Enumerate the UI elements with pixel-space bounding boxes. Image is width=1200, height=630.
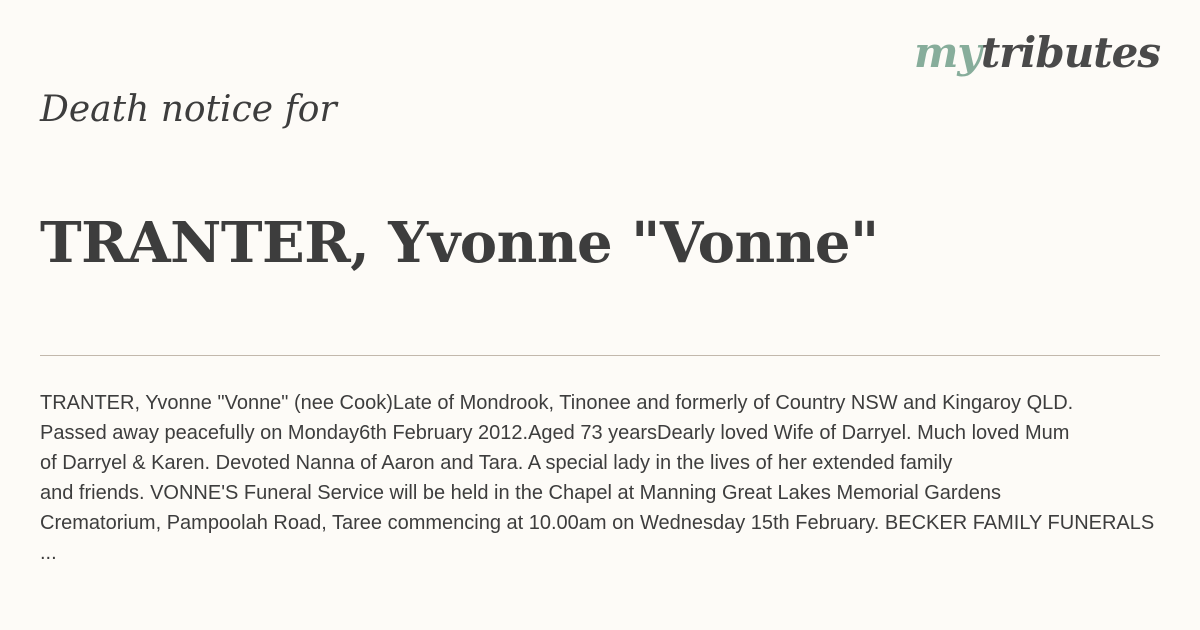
notice-line: Passed away peacefully on Monday6th February 2012.Aged 73 yearsDearly loved Wife of Darryel. Much loved Mum [40,422,1070,444]
deceased-name: TRANTER, Yvonne "Vonne" [40,210,879,276]
logo-prefix: my [913,28,981,77]
mytributes-logo[interactable] [914,30,1160,76]
notice-line: and friends. VONNE'S Funeral Service will be held in the Chapel at Manning Great Lakes Memorial Gardens [40,482,1001,504]
notice-ellipsis: ... [40,542,57,564]
notice-line: of Darryel & Karen. Devoted Nanna of Aaron and Tara. A special lady in the lives of her extended family [40,452,953,474]
death-notice-label: Death notice for [40,89,337,130]
notice-line: TRANTER, Yvonne "Vonne" (nee Cook)Late of Mondrook, Tinonee and formerly of Country NSW and Kingaroy QLD. [40,392,1074,414]
divider [40,355,1160,356]
notice-body [40,388,1200,568]
notice-line: Crematorium, Pampoolah Road, Taree commencing at 10.00am on Wednesday 15th February. BECKER FAMILY FUNERALS [40,512,1155,534]
logo-suffix: tributes [980,28,1160,77]
